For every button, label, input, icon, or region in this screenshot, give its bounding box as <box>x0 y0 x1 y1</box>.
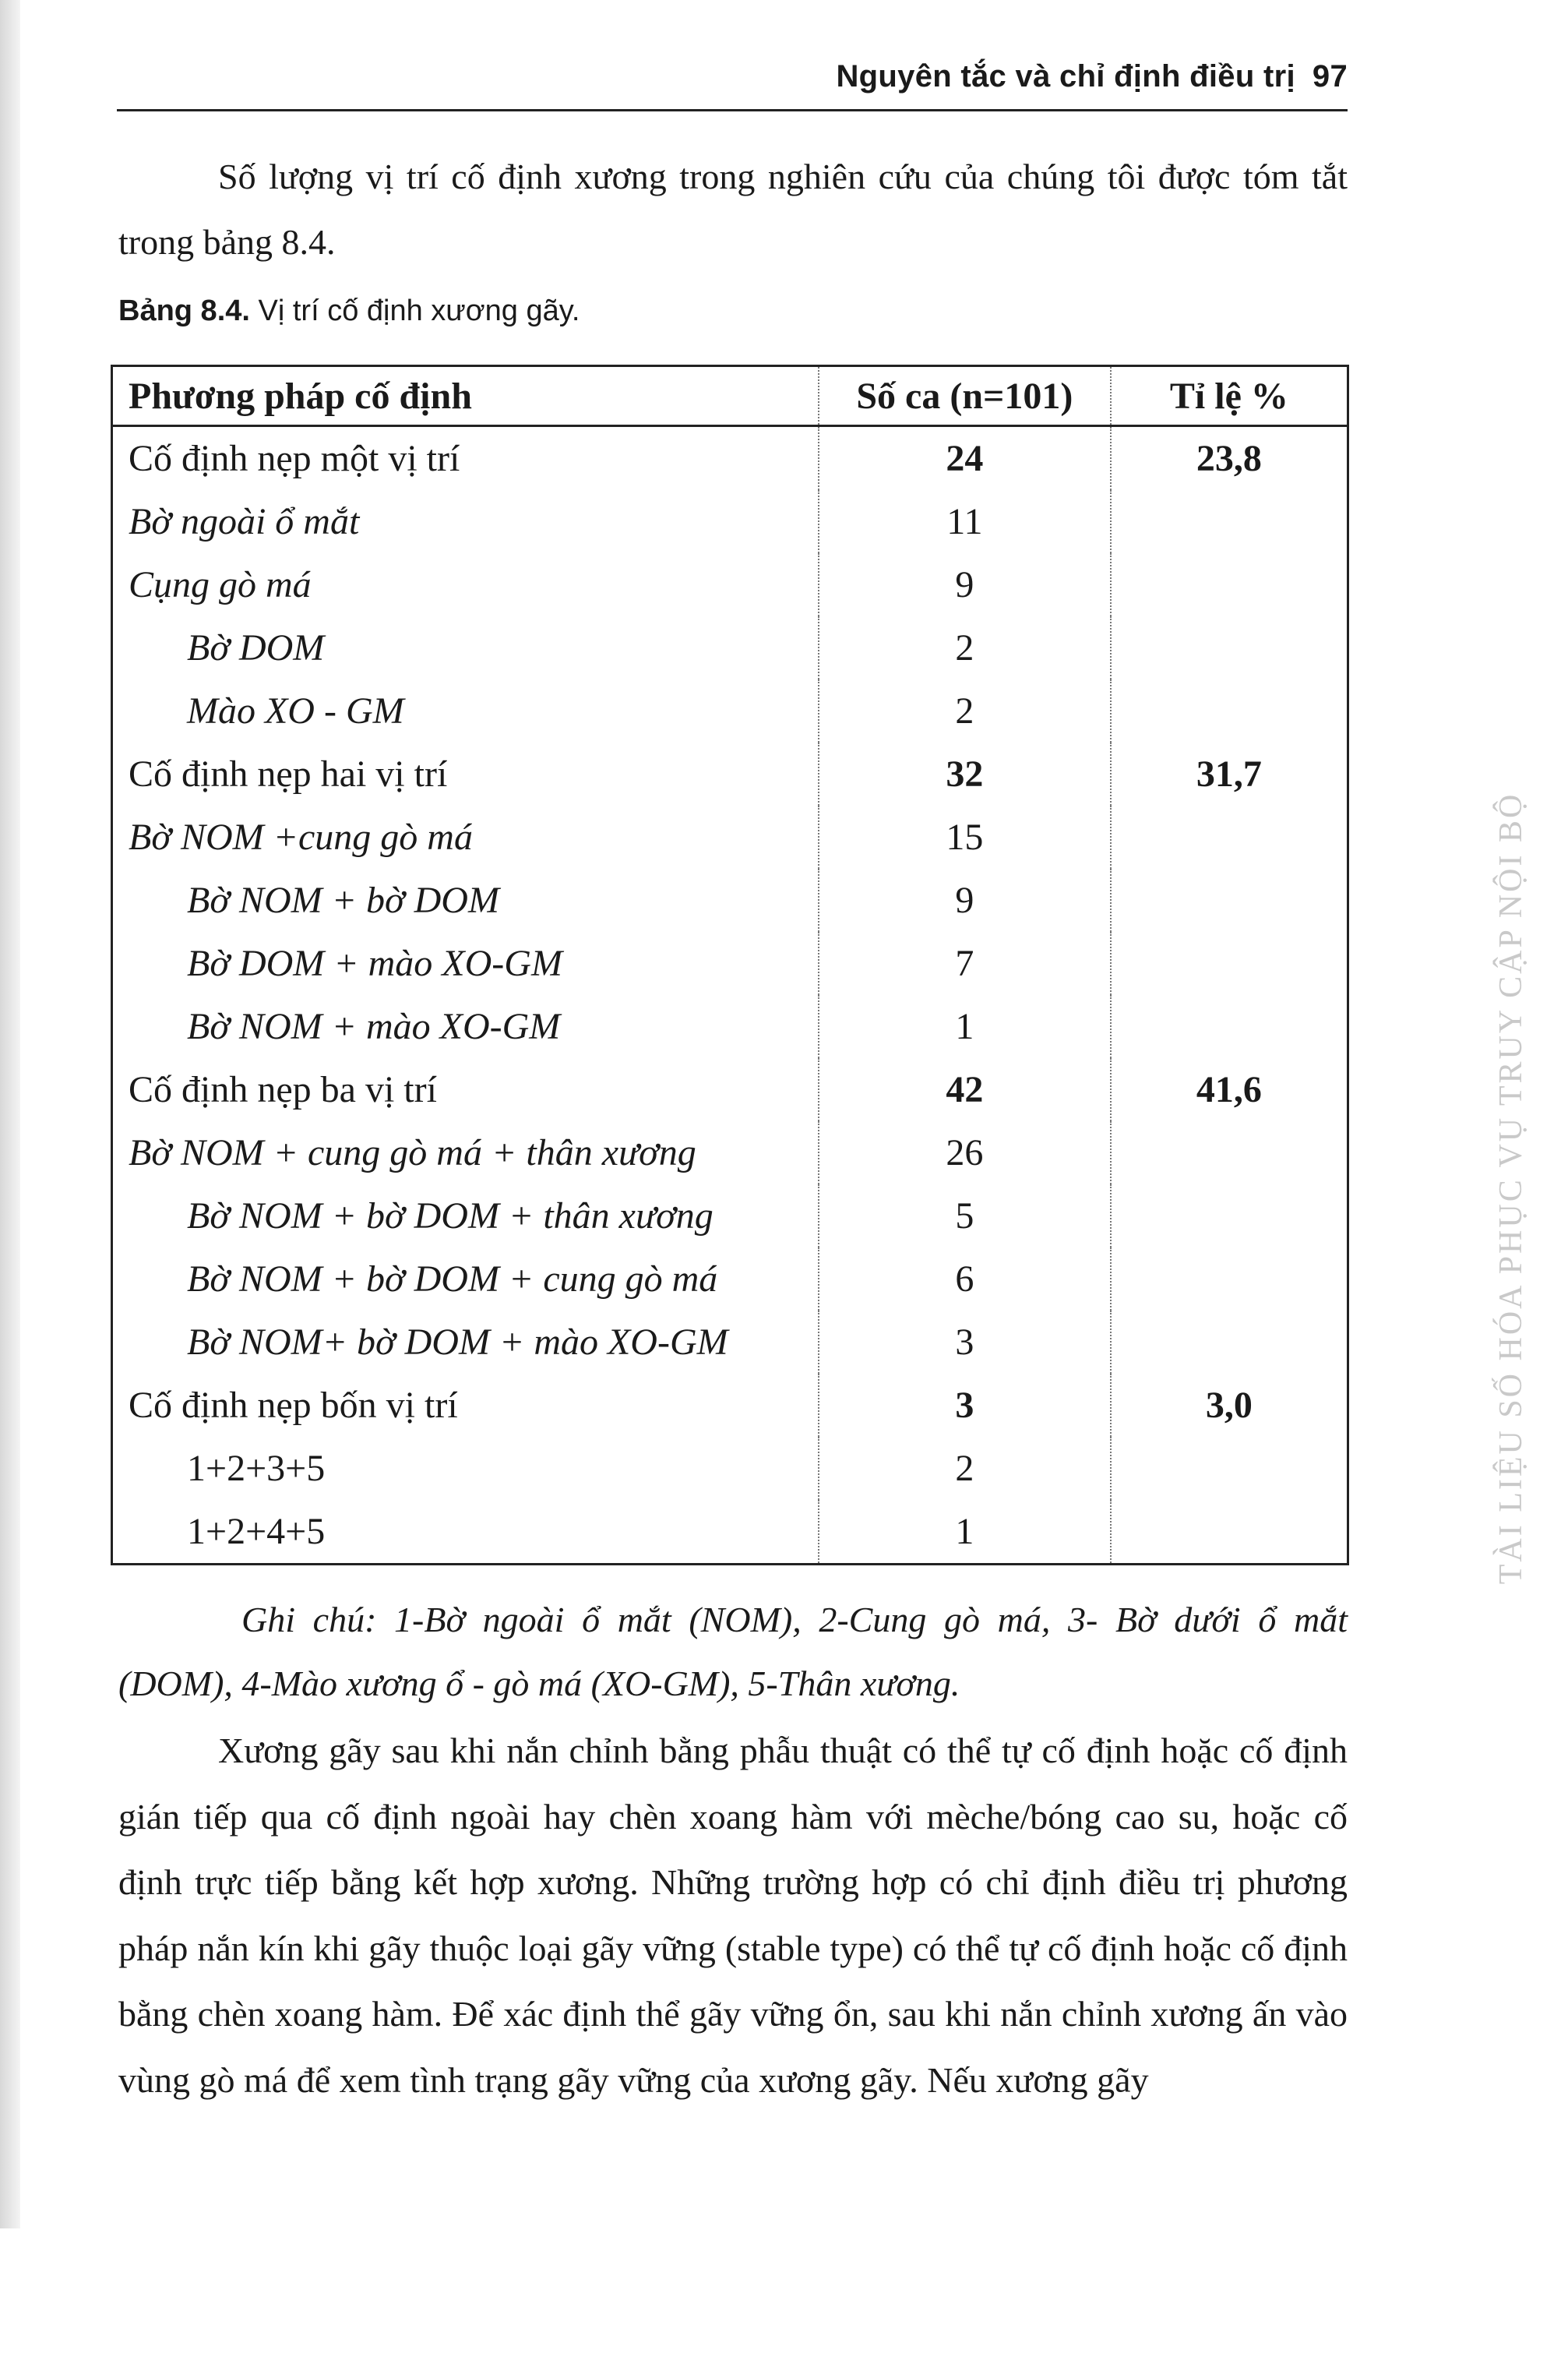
table-row <box>112 1311 1348 1374</box>
table-row <box>112 995 1348 1058</box>
page-header <box>117 55 1348 111</box>
method-cell: Bờ NOM + cung gò má + thân xương <box>129 1132 696 1173</box>
method-cell: Cụng gò má <box>129 564 312 605</box>
method-cell: Bờ NOM + bờ DOM <box>187 880 499 921</box>
percent-cell: 23,8 <box>1111 426 1348 491</box>
method-cell: Cố định nẹp một vị trí <box>129 438 460 479</box>
method-cell: Bờ NOM +cung gò má <box>129 817 473 858</box>
count-cell: 5 <box>819 1184 1111 1247</box>
count-cell: 7 <box>819 932 1111 995</box>
table-row <box>112 743 1348 806</box>
count-cell: 32 <box>819 743 1111 806</box>
method-cell: Cố định nẹp hai vị trí <box>129 753 448 795</box>
percent-cell <box>1111 1311 1348 1374</box>
table-row <box>112 932 1348 995</box>
fixation-table <box>111 365 1349 1565</box>
table-row <box>112 426 1348 491</box>
table-row <box>112 806 1348 869</box>
count-cell: 2 <box>819 1437 1111 1500</box>
header-percent: Tỉ lệ % <box>1111 366 1348 426</box>
table-caption-label: Bảng 8.4. <box>118 295 250 327</box>
percent-cell <box>1111 1437 1348 1500</box>
percent-cell <box>1111 1500 1348 1565</box>
table-row <box>112 1121 1348 1184</box>
table-row <box>112 1500 1348 1565</box>
count-cell: 26 <box>819 1121 1111 1184</box>
percent-cell: 3,0 <box>1111 1374 1348 1437</box>
percent-cell <box>1111 490 1348 553</box>
percent-cell <box>1111 869 1348 932</box>
method-cell: Cố định nẹp bốn vị trí <box>129 1385 458 1426</box>
count-cell: 2 <box>819 616 1111 679</box>
percent-cell <box>1111 553 1348 616</box>
method-cell: Cố định nẹp ba vị trí <box>129 1069 437 1110</box>
table-body <box>112 426 1348 1565</box>
count-cell: 1 <box>819 995 1111 1058</box>
percent-cell <box>1111 1121 1348 1184</box>
table-row <box>112 553 1348 616</box>
count-cell: 42 <box>819 1058 1111 1121</box>
book-spine-shadow <box>0 0 20 2228</box>
method-cell: Bờ NOM + mào XO-GM <box>187 1006 561 1047</box>
watermark: TÀI LIỆU SỐ HÓA PHỤC VỤ TRUY CẬP NỘI BỘ <box>1493 792 1529 1585</box>
table-caption-title: Vị trí cố định xương gãy. <box>258 295 580 327</box>
count-cell: 24 <box>819 426 1111 491</box>
method-cell: Bờ ngoài ổ mắt <box>129 501 360 542</box>
percent-cell: 41,6 <box>1111 1058 1348 1121</box>
percent-cell <box>1111 1247 1348 1311</box>
table-header-row <box>112 366 1348 426</box>
table-row <box>112 1437 1348 1500</box>
percent-cell <box>1111 616 1348 679</box>
chapter-title: Nguyên tắc và chỉ định điều trị <box>836 59 1295 94</box>
table-row <box>112 869 1348 932</box>
table-row <box>112 1058 1348 1121</box>
table-row <box>112 616 1348 679</box>
intro-paragraph: Số lượng vị trí cố định xương trong nghiên cứu của chúng tôi được tóm tắt trong bảng 8.4. <box>118 157 1348 262</box>
count-cell: 6 <box>819 1247 1111 1311</box>
method-cell: 1+2+3+5 <box>187 1448 326 1489</box>
header-count: Số ca (n=101) <box>819 366 1111 426</box>
percent-cell <box>1111 995 1348 1058</box>
count-cell: 2 <box>819 679 1111 743</box>
method-cell: Bờ DOM <box>187 627 325 669</box>
count-cell: 9 <box>819 553 1111 616</box>
method-cell: 1+2+4+5 <box>187 1511 326 1552</box>
table-row <box>112 1247 1348 1311</box>
table-note: Ghi chú: 1-Bờ ngoài ổ mắt (NOM), 2-Cung gò má, 3- Bờ dưới ổ mắt (DOM), 4-Mào xương ổ - gò má (XO-GM), 5-Thân xương. <box>118 1600 1348 1703</box>
table-row <box>112 679 1348 743</box>
count-cell: 11 <box>819 490 1111 553</box>
method-cell: Bờ NOM + bờ DOM + thân xương <box>187 1195 714 1237</box>
percent-cell <box>1111 679 1348 743</box>
count-cell: 1 <box>819 1500 1111 1565</box>
running-header <box>837 59 1348 94</box>
table-row <box>112 1184 1348 1247</box>
percent-cell <box>1111 932 1348 995</box>
page-number: 97 <box>1312 59 1348 94</box>
header-method: Phương pháp cố định <box>112 366 819 426</box>
percent-cell <box>1111 1184 1348 1247</box>
method-cell: Bờ DOM + mào XO-GM <box>187 943 562 984</box>
count-cell: 3 <box>819 1374 1111 1437</box>
percent-cell: 31,7 <box>1111 743 1348 806</box>
table-row <box>112 1374 1348 1437</box>
table-row <box>112 490 1348 553</box>
body-paragraph: Xương gãy sau khi nắn chỉnh bằng phẫu thuật có thể tự cố định hoặc cố định gián tiếp qua cố định ngoài hay chèn xoang hàm với mèche/bóng cao su, hoặc cố định trực tiếp bằng kết hợp xương. Những trường hợp có chỉ định điều trị phương pháp nắn kín khi gãy thuộc loại gãy vững (stable type) có thể tự cố định hoặc cố định bằng chèn xoang hàm. Để xác định thể gãy vững ổn, sau khi nắn chỉnh xương ấn vào vùng gò má để xem tình trạng gãy vững của xương gãy. Nếu xương gãy <box>118 1731 1348 2100</box>
count-cell: 15 <box>819 806 1111 869</box>
method-cell: Bờ NOM+ bờ DOM + mào XO-GM <box>187 1321 728 1363</box>
method-cell: Bờ NOM + bờ DOM + cung gò má <box>187 1258 718 1300</box>
count-cell: 9 <box>819 869 1111 932</box>
count-cell: 3 <box>819 1311 1111 1374</box>
table-caption <box>118 295 580 328</box>
percent-cell <box>1111 806 1348 869</box>
method-cell: Mào XO - GM <box>187 690 404 732</box>
